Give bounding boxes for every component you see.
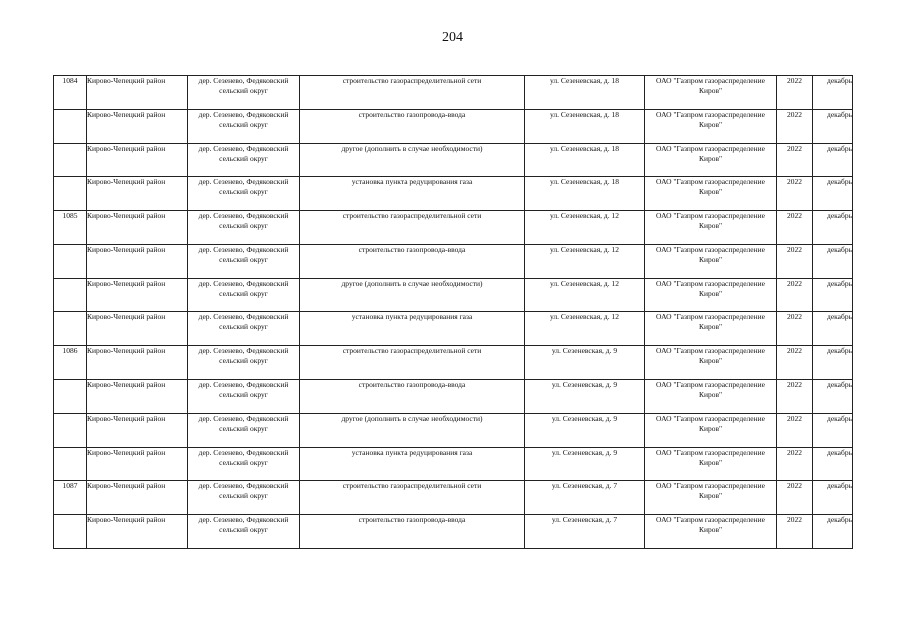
table-row xyxy=(54,515,853,549)
street-address-cell: ул. Сезеневская, д. 9 xyxy=(525,447,645,481)
year-cell: 2022 xyxy=(777,76,813,110)
street-address-cell: ул. Сезеневская, д. 7 xyxy=(525,515,645,549)
locality-cell: дер. Сезенево, Федяковский сельский округ xyxy=(188,76,300,110)
row-number-cell xyxy=(54,312,87,346)
organization-cell: ОАО "Газпром газораспределение Киров" xyxy=(645,515,777,549)
work-type-cell: другое (дополнить в случае необходимости) xyxy=(300,278,525,312)
table-row xyxy=(54,413,853,447)
district-cell: Кирово-Чепецкий район xyxy=(87,346,188,380)
locality-cell: дер. Сезенево, Федяковский сельский округ xyxy=(188,177,300,211)
table-row xyxy=(54,143,853,177)
month-cell: декабрь xyxy=(813,143,853,177)
locality-cell: дер. Сезенево, Федяковский сельский округ xyxy=(188,211,300,245)
year-cell: 2022 xyxy=(777,244,813,278)
work-type-cell: строительство газораспределительной сети xyxy=(300,211,525,245)
organization-cell: ОАО "Газпром газораспределение Киров" xyxy=(645,177,777,211)
work-type-cell: строительство газораспределительной сети xyxy=(300,481,525,515)
year-cell: 2022 xyxy=(777,278,813,312)
month-cell: декабрь xyxy=(813,413,853,447)
year-cell: 2022 xyxy=(777,380,813,414)
year-cell: 2022 xyxy=(777,447,813,481)
street-address-cell: ул. Сезеневская, д. 7 xyxy=(525,481,645,515)
street-address-cell: ул. Сезеневская, д. 18 xyxy=(525,143,645,177)
table-row xyxy=(54,447,853,481)
street-address-cell: ул. Сезеневская, д. 12 xyxy=(525,211,645,245)
month-cell: декабрь xyxy=(813,76,853,110)
work-type-cell: другое (дополнить в случае необходимости) xyxy=(300,143,525,177)
table-row xyxy=(54,211,853,245)
district-cell: Кирово-Чепецкий район xyxy=(87,278,188,312)
table-row xyxy=(54,312,853,346)
row-number-cell xyxy=(54,109,87,143)
district-cell: Кирово-Чепецкий район xyxy=(87,413,188,447)
street-address-cell: ул. Сезеневская, д. 12 xyxy=(525,278,645,312)
table-row xyxy=(54,380,853,414)
work-type-cell: установка пункта редуцирования газа xyxy=(300,177,525,211)
organization-cell: ОАО "Газпром газораспределение Киров" xyxy=(645,211,777,245)
locality-cell: дер. Сезенево, Федяковский сельский округ xyxy=(188,346,300,380)
work-type-cell: строительство газопровода-ввода xyxy=(300,244,525,278)
locality-cell: дер. Сезенево, Федяковский сельский округ xyxy=(188,244,300,278)
page-number: 204 xyxy=(442,30,463,45)
gasification-schedule-table xyxy=(53,75,853,549)
locality-cell: дер. Сезенево, Федяковский сельский округ xyxy=(188,278,300,312)
district-cell: Кирово-Чепецкий район xyxy=(87,76,188,110)
locality-cell: дер. Сезенево, Федяковский сельский округ xyxy=(188,109,300,143)
row-number-cell: 1087 xyxy=(54,481,87,515)
row-number-cell xyxy=(54,413,87,447)
work-type-cell: другое (дополнить в случае необходимости) xyxy=(300,413,525,447)
table-row xyxy=(54,109,853,143)
month-cell: декабрь xyxy=(813,312,853,346)
district-cell: Кирово-Чепецкий район xyxy=(87,109,188,143)
street-address-cell: ул. Сезеневская, д. 12 xyxy=(525,244,645,278)
year-cell: 2022 xyxy=(777,346,813,380)
district-cell: Кирово-Чепецкий район xyxy=(87,447,188,481)
row-number-cell: 1085 xyxy=(54,211,87,245)
row-number-cell: 1086 xyxy=(54,346,87,380)
street-address-cell: ул. Сезеневская, д. 12 xyxy=(525,312,645,346)
organization-cell: ОАО "Газпром газораспределение Киров" xyxy=(645,447,777,481)
street-address-cell: ул. Сезеневская, д. 9 xyxy=(525,346,645,380)
row-number-cell xyxy=(54,278,87,312)
street-address-cell: ул. Сезеневская, д. 9 xyxy=(525,380,645,414)
month-cell: декабрь xyxy=(813,447,853,481)
locality-cell: дер. Сезенево, Федяковский сельский округ xyxy=(188,447,300,481)
organization-cell: ОАО "Газпром газораспределение Киров" xyxy=(645,143,777,177)
organization-cell: ОАО "Газпром газораспределение Киров" xyxy=(645,380,777,414)
organization-cell: ОАО "Газпром газораспределение Киров" xyxy=(645,278,777,312)
month-cell: декабрь xyxy=(813,244,853,278)
locality-cell: дер. Сезенево, Федяковский сельский округ xyxy=(188,413,300,447)
row-number-cell xyxy=(54,143,87,177)
table-row xyxy=(54,278,853,312)
row-number-cell xyxy=(54,177,87,211)
year-cell: 2022 xyxy=(777,515,813,549)
street-address-cell: ул. Сезеневская, д. 9 xyxy=(525,413,645,447)
organization-cell: ОАО "Газпром газораспределение Киров" xyxy=(645,346,777,380)
district-cell: Кирово-Чепецкий район xyxy=(87,211,188,245)
work-type-cell: установка пункта редуцирования газа xyxy=(300,447,525,481)
district-cell: Кирово-Чепецкий район xyxy=(87,244,188,278)
table-row xyxy=(54,481,853,515)
table-row xyxy=(54,346,853,380)
work-type-cell: установка пункта редуцирования газа xyxy=(300,312,525,346)
year-cell: 2022 xyxy=(777,143,813,177)
organization-cell: ОАО "Газпром газораспределение Киров" xyxy=(645,312,777,346)
row-number-cell xyxy=(54,447,87,481)
organization-cell: ОАО "Газпром газораспределение Киров" xyxy=(645,413,777,447)
organization-cell: ОАО "Газпром газораспределение Киров" xyxy=(645,109,777,143)
work-type-cell: строительство газораспределительной сети xyxy=(300,346,525,380)
street-address-cell: ул. Сезеневская, д. 18 xyxy=(525,109,645,143)
district-cell: Кирово-Чепецкий район xyxy=(87,515,188,549)
row-number-cell xyxy=(54,244,87,278)
month-cell: декабрь xyxy=(813,177,853,211)
year-cell: 2022 xyxy=(777,413,813,447)
year-cell: 2022 xyxy=(777,481,813,515)
district-cell: Кирово-Чепецкий район xyxy=(87,177,188,211)
table-row xyxy=(54,244,853,278)
locality-cell: дер. Сезенево, Федяковский сельский округ xyxy=(188,380,300,414)
district-cell: Кирово-Чепецкий район xyxy=(87,312,188,346)
district-cell: Кирово-Чепецкий район xyxy=(87,481,188,515)
street-address-cell: ул. Сезеневская, д. 18 xyxy=(525,76,645,110)
locality-cell: дер. Сезенево, Федяковский сельский округ xyxy=(188,312,300,346)
month-cell: декабрь xyxy=(813,380,853,414)
locality-cell: дер. Сезенево, Федяковский сельский округ xyxy=(188,481,300,515)
year-cell: 2022 xyxy=(777,211,813,245)
table-body xyxy=(54,76,853,549)
row-number-cell xyxy=(54,515,87,549)
year-cell: 2022 xyxy=(777,109,813,143)
month-cell: декабрь xyxy=(813,346,853,380)
row-number-cell: 1084 xyxy=(54,76,87,110)
month-cell: декабрь xyxy=(813,481,853,515)
month-cell: декабрь xyxy=(813,109,853,143)
year-cell: 2022 xyxy=(777,312,813,346)
locality-cell: дер. Сезенево, Федяковский сельский округ xyxy=(188,143,300,177)
district-cell: Кирово-Чепецкий район xyxy=(87,380,188,414)
table-row xyxy=(54,177,853,211)
district-cell: Кирово-Чепецкий район xyxy=(87,143,188,177)
work-type-cell: строительство газопровода-ввода xyxy=(300,515,525,549)
organization-cell: ОАО "Газпром газораспределение Киров" xyxy=(645,481,777,515)
table-row xyxy=(54,76,853,110)
work-type-cell: строительство газопровода-ввода xyxy=(300,380,525,414)
street-address-cell: ул. Сезеневская, д. 18 xyxy=(525,177,645,211)
organization-cell: ОАО "Газпром газораспределение Киров" xyxy=(645,76,777,110)
work-type-cell: строительство газораспределительной сети xyxy=(300,76,525,110)
month-cell: декабрь xyxy=(813,278,853,312)
organization-cell: ОАО "Газпром газораспределение Киров" xyxy=(645,244,777,278)
month-cell: декабрь xyxy=(813,211,853,245)
year-cell: 2022 xyxy=(777,177,813,211)
work-type-cell: строительство газопровода-ввода xyxy=(300,109,525,143)
month-cell: декабрь xyxy=(813,515,853,549)
row-number-cell xyxy=(54,380,87,414)
locality-cell: дер. Сезенево, Федяковский сельский округ xyxy=(188,515,300,549)
